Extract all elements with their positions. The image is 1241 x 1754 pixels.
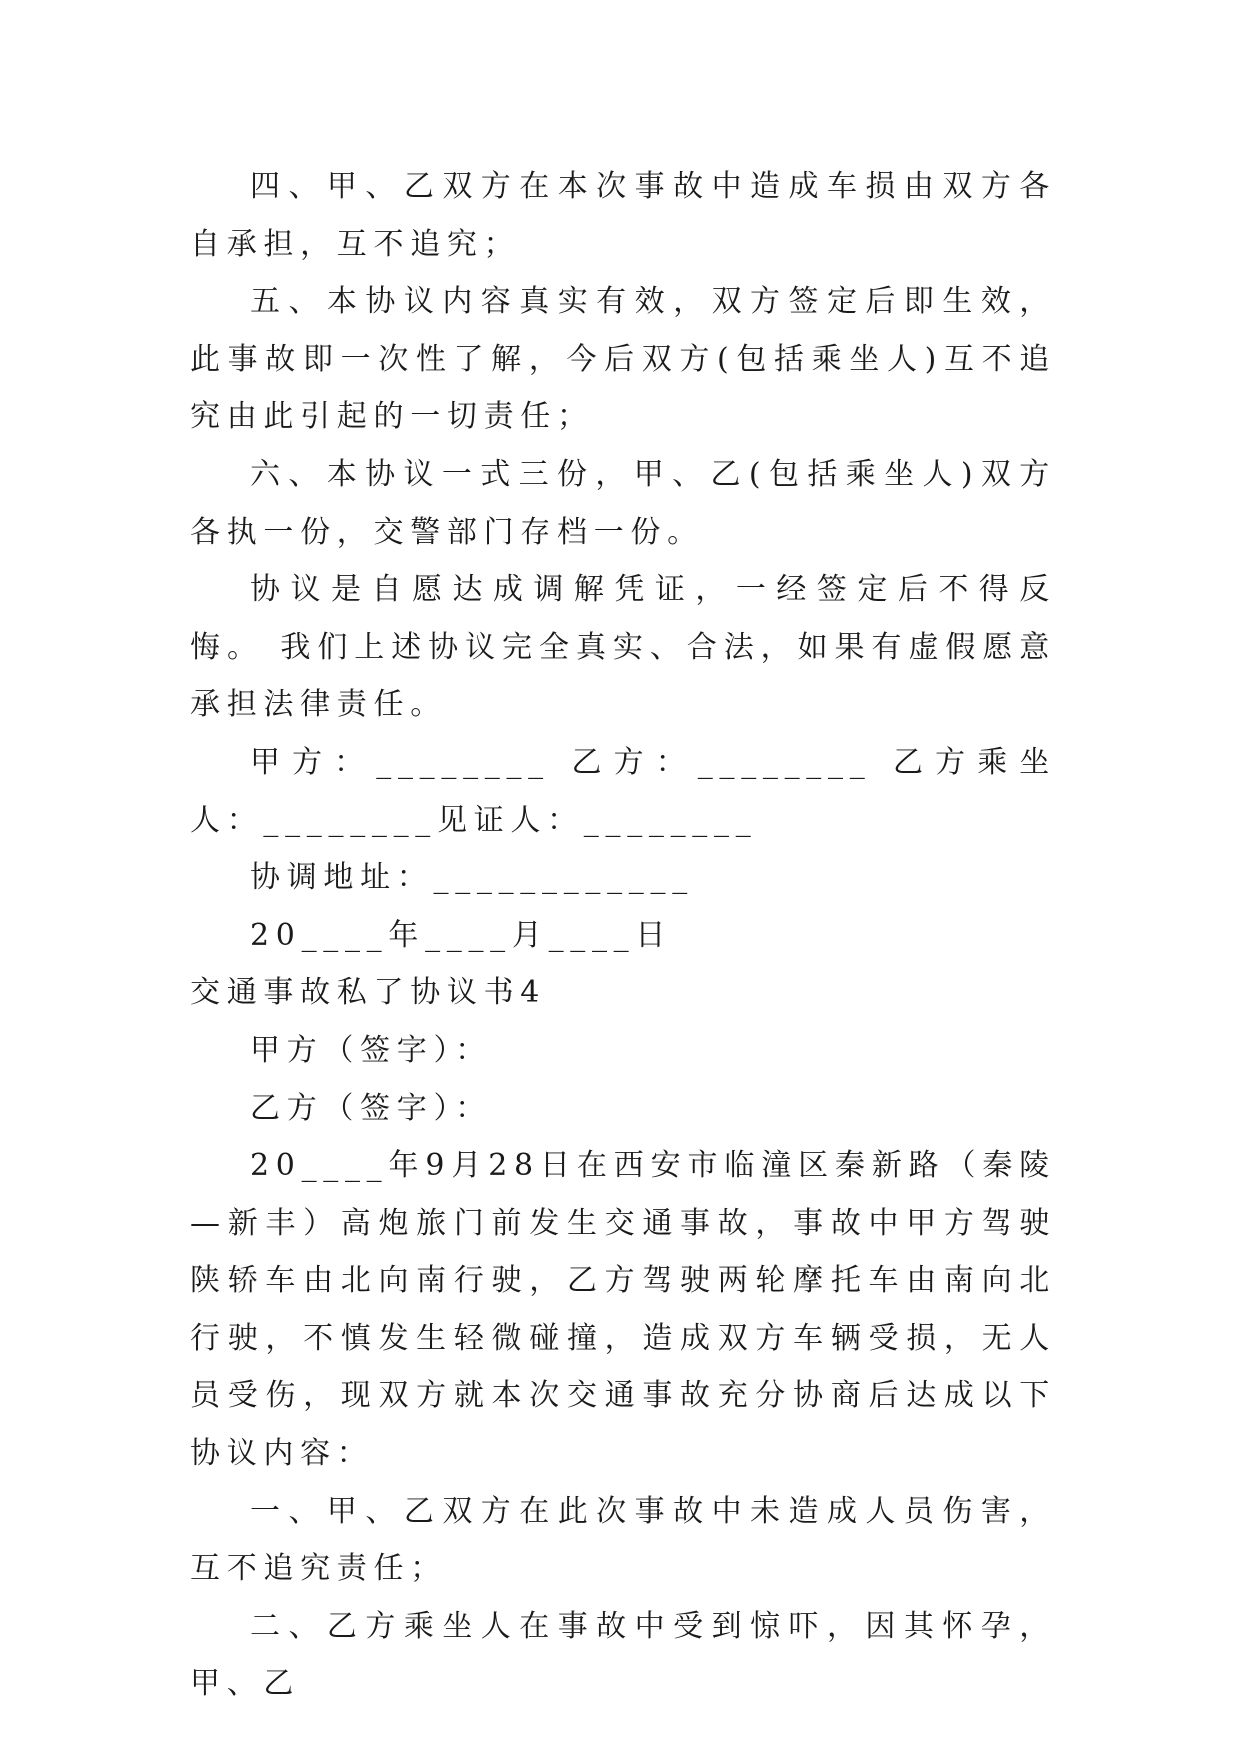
clause-six: 六、本协议一式三份，甲、乙(包括乘坐人)双方各执一份，交警部门存档一份。: [190, 456, 1056, 550]
mediation-address-line: 协调地址：____________: [250, 860, 694, 896]
accident-description: 20____年9月28日在西安市临潼区秦新路（秦陵—新丰）高炮旅门前发生交通事故，事故中甲方驾驶陕轿车由北向南行驶，乙方驾驶两轮摩托车由南向北行驶，不慎发生轻微碰撞，造成双方车辆受损，无人员受伤，现双方就本次交通事故充分协商后达成以下协议内容：: [190, 1148, 1056, 1472]
party-a-signature: 甲方（签字）：: [250, 1032, 492, 1068]
signature-parties-line: 甲方：________ 乙方：________ 乙方乘坐人：________见证人：________: [190, 744, 1056, 838]
section-title: 交通事故私了协议书4: [190, 975, 547, 1011]
clause-four: 四、甲、乙双方在本次事故中造成车损由双方各自承担，互不追究；: [190, 169, 1056, 262]
clause-five: 五、本协议内容真实有效，双方签定后即生效，此事故即一次性了解，今后双方(包括乘坐人)互不追究由此引起的一切责任；: [190, 284, 1056, 435]
clause-two: 二、乙方乘坐人在事故中受到惊吓，因其怀孕，甲、乙: [190, 1608, 1056, 1702]
clause-one: 一、甲、乙双方在此次事故中未造成人员伤害，互不追究责任；: [190, 1493, 1056, 1587]
document-body: [190, 158, 1056, 1713]
voluntary-statement: 协议是自愿达成调解凭证，一经签定后不得反悔。 我们上述协议完全真实、合法，如果有虚假愿意承担法律责任。: [190, 572, 1056, 723]
party-b-signature: 乙方（签字）：: [250, 1090, 492, 1126]
date-line: 20____年____月____日: [250, 917, 673, 953]
